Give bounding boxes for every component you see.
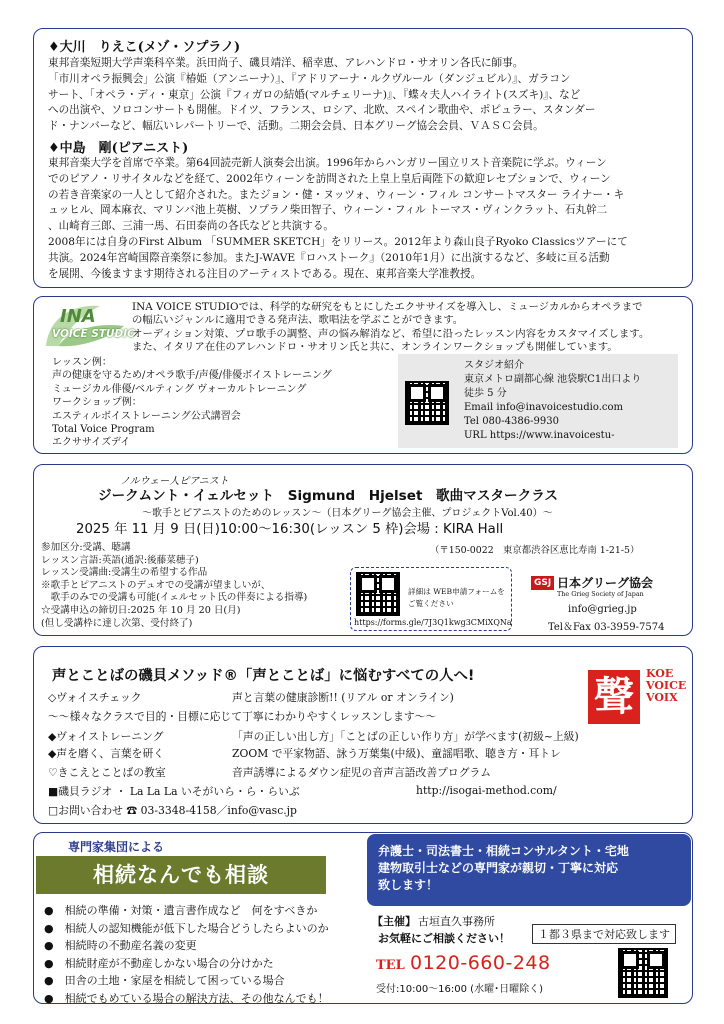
voice-logo-word: KOE [646,667,674,680]
list-item: ● 相続財産が不動産しかない場合の分けかた [44,956,274,970]
ina-intro-line: INA VOICE STUDIOでは、科学的な研究をもとにしたエクササイズを導入し、ミュージカルからオペラまで [132,301,643,313]
voice-row4-right: ZOOM で平家物語、詠う万葉集(中級)、童謡唱歌、聴き方・耳トレ [232,747,561,760]
voice-row2: ～～様々なクラスで目的・目標に応じて丁寧にわかりやすくレッスンします～～ [48,710,437,723]
list-item-text: 相続人の認知機能が低下した場合どうしたらよいのか [64,921,329,935]
souzoku-qr-code[interactable] [618,948,668,998]
list-item-text: 相続財産が不動産しかない場合の分けかた [64,956,274,970]
masterclass-title: ジークムント・イェルセット Sigmund Hjelset 歌曲マスタークラス [98,488,558,504]
souzoku-hours: 受付:10:00～16:00 (水曜･日曜除く) [376,984,543,995]
voice-logo-word: VOICE [646,679,687,692]
masterclass-detail: レッスン受講曲:受講生の希望する作品 [41,567,208,579]
list-item: ● 相続時の不動産名義の変更 [44,939,197,952]
voice-row5-right: 音声誘導によるダウン症児の音声言語改善プログラム [232,766,492,779]
bio2-line: 東邦音楽大学を首席で卒業。第64回読売新人演奏会出演。1996年からハンガリー国立リスト音楽院に学ぶ。ウィーン [48,157,607,169]
masterclass-qr-code[interactable] [356,572,400,616]
masterclass-detail: ☆受講申込の締切日:2025 年 10 月 20 日(月) [41,604,241,616]
ina-studio-info [464,359,641,443]
voice-row1-left: ◇ヴォイスチェック [48,691,142,704]
gsj-badge: GSJ [531,576,554,590]
ina-lessons [52,356,332,450]
masterclass-subtitle: ノルウェー人ピアニスト [120,476,229,487]
grieg-society-name: 日本グリーグ協会 [557,576,654,590]
voice-row3-left: ◆ヴォイストレーニング [48,730,164,743]
list-item: ● 相続でもめている場合の解決方法、その他なんでも！ [44,991,329,1005]
bio1-line: 東邦音楽短期大学声楽科卒業。浜田尚子、磯貝靖洋、稲幸恵、アレハンドロ・サオリン各氏に師事。 [48,57,524,69]
bio2-line: ュッヒル、岡本麻衣、マリンバ池上英樹、ソプラノ柴田智子、ウィーン・フィル トーマス・ヴィンクラット、石丸幹二 [48,204,608,217]
ina-lesson-line: ワークショップ例： [52,397,142,409]
masterclass-detail: (但し受講枠に達し次第、受付終了) [41,617,193,629]
ina-studio-line: 東京メトロ副都心線 池袋駅C1出口より [464,374,642,385]
ina-logo [40,300,137,352]
bio1-heading: ♦大川 りえこ(メゾ・ソプラノ) [48,40,241,55]
masterclass-detail: 歌手のみでの受講も可能(イェルセット氏の伴奏による指導) [41,592,308,604]
souzoku-blue-line: 建物取引士などの専門家が親切・丁寧に対応 [378,861,619,875]
souzoku-tel[interactable]: 0120-660-248 [410,952,551,974]
masterclass-detail: レッスン言語:英語(通訳:後藤菜穂子) [41,554,199,566]
bio2-line: 共演。2024年宮崎国際音楽祭に参加。またJ-WAVE『ロハストーク』（2010年1月）に出演するなど、多岐に亘る活動 [48,251,610,264]
masterclass-address: （〒150-0022 東京都渋谷区恵比寿南 1-21-5） [430,545,640,556]
bio2-text [48,156,628,282]
ina-intro [132,301,649,355]
ina-intro-line: オーディション対策、プロ歌手の調整、声の悩み解消など、希望に沿ったレッスン内容をカスタマイズします。 [132,327,650,340]
souzoku-host-name: 古垣直久事務所 [418,915,495,928]
grieg-society-en: The Grieg Society of Japan [557,590,644,598]
ina-logo-bottom: VOICE STUDIO [52,328,137,340]
souzoku-host-label: 【主催】 [372,915,416,928]
ina-lesson-line: Total Voice Program [52,424,155,436]
ina-intro-line: また、イタリア在住のアレハンドロ・サオリン氏と共に、オンラインワークショップも開催しています。 [132,341,618,354]
masterclass-detail: 参加区分:受講、聴講 [41,542,131,553]
souzoku-tel-prefix: TEL [376,958,405,973]
ina-qr-code[interactable] [405,381,449,425]
masterclass-details [41,542,307,630]
masterclass-qr-note1: 詳細は WEB申請フォームを [408,587,505,596]
list-item: ● 相続人の認知機能が低下した場合どうしたらよいのか [44,921,329,935]
bio1-line: 「市川オペラ振興会」公演『椿姫（アンニーナ）』、『アドリアーナ・ルクヴルール（ダンジュビル）』、ガラコン [48,72,571,85]
masterclass-series: ～歌手とピアニストのためのレッスン～（日本グリーグ協会主催、プロジェクトVol.40）～ [142,508,553,519]
bio1-text [48,56,595,135]
list-item: ● 田舎の土地・家屋を相続して困っている場合 [44,974,285,987]
ina-email[interactable]: Email info@inavoicestudio.com [464,402,623,413]
bio2-line: でのピアノ・リサイタルなどを経て、2002年ウィーンを訪問された上皇上皇后両陛下の歓迎レセプションで、ウィーン [48,172,611,185]
bio2-heading: ♦中島 剛(ピアニスト) [48,141,189,156]
bio1-line: サート、「オペラ・ディ・東京」公演『フィガロの結婚(マルチェリーナ)』、『蝶々夫人ハイライト(スズキ)』、など [48,88,581,101]
souzoku-label: 専門家集団による [68,840,165,854]
list-item-text: 相続でもめている場合の解決方法、その他なんでも！ [64,991,329,1005]
masterclass-form-url[interactable]: https://forms.gle/7J3Q1kwg3CMiXQNa [354,618,512,627]
ina-studio-line: スタジオ紹介 [464,360,524,371]
voice-website[interactable]: http://isogai-method.com/ [416,784,557,797]
voice-row4-left: ◆声を磨く、言葉を研く [48,747,165,760]
ina-intro-line: の幅広いジャンルに適用できる発声法、歌唱法を学ぶことができます。 [132,314,464,327]
souzoku-call: お気軽にご相談ください！ [378,932,510,945]
souzoku-blue-line: 弁護士・司法書士・相続コンサルタント・宅地 [378,844,629,858]
bio2-line: 、山崎育三郎、三浦一馬、石田泰尚の各氏などと共演する。 [48,220,335,233]
list-item-text: 相続の準備・対策・遺言書作成など 何をすべきか [64,904,318,917]
masterclass-detail: ※歌手とピアニストのデュオでの受講が望ましいが、 [41,579,271,591]
grieg-email[interactable]: info@grieg.jp [568,604,637,615]
ina-logo-top: INA [60,306,96,327]
list-item-text: 相続時の不動産名義の変更 [64,939,197,952]
voice-row1-right: 声と言葉の健康診断!! (リアル or オンライン) [232,691,454,704]
souzoku-list [44,902,329,1007]
bio1-line: への出演や、ソロコンサートも開催。ドイツ、フランス、ロシア、北欧、スペイン歌曲や、ポピュラー、スタンダー [48,104,596,117]
voice-row6-left: ■磯貝ラジオ ・ La La La いそがいら・ら・らいぶ [48,785,300,798]
souzoku-blue-line: 致します！ [378,878,439,892]
masterclass-qr-note2: ご覧ください [408,599,454,608]
ina-lesson-line: 声の健康を守るため/オペラ歌手/声優/俳優ボイストレーニング [52,370,332,382]
bio2-line: の若き音楽家の一人として紹介された。またジョン・健・ヌッツォ、ウィーン・フィル コンサートマスター ライナー・キ [48,188,625,201]
bio1-line: ド・ナンバーなど、幅広いレパートリーで、活動。二期会会員、日本グリーグ協会会員、ＶＡＳＣ会員。 [48,120,544,133]
ina-lesson-line: エクササイズデイ [52,437,131,449]
list-item: ● 相続の準備・対策・遺言書作成など 何をすべきか [44,904,318,917]
voice-logo-word: VOIX [646,691,678,704]
voice-row5-left: ♡きこえとことばの教室 [48,766,166,779]
ina-tel[interactable]: Tel 080-4386-9930 [464,416,559,427]
ina-studio-line: 徒歩 5 分 [464,388,507,399]
souzoku-area: １都３県まで対応致します [532,924,676,944]
souzoku-banner: 相続なんでも相談 [36,856,326,894]
ina-lesson-line: エスティルボイストレーニング公式講習会 [52,410,241,422]
ina-lesson-line: ミュージカル俳優/ベルティング ヴォーカルトレーニング [52,383,307,395]
voice-title: 声とことばの磯貝メソッド®「声とことば」に悩むすべての人へ! [52,668,475,684]
bio2-line: 2008年には自身のFirst Album 「SUMMER SKETCH」をリリース。2012年より森山良子Ryoko Classicsツアーにて [48,235,628,248]
voice-row3-right: 「声の正しい出し方」「ことばの正しい作り方」が学べます(初級~上級) [232,730,579,743]
ina-url[interactable]: URL https://www.inavoicestu- [464,430,615,441]
souzoku-blue-text [378,843,629,894]
bio2-line: を展開、今後ますます期待される注目のアーティストである。現在、東邦音楽大学准教授。 [48,267,482,280]
masterclass-date: 2025 年 11 月 9 日(日)10:00～16:30(レッスン 5 枠)会場 : KIRA Hall [76,522,504,537]
list-item-text: 田舎の土地・家屋を相続して困っている場合 [64,974,285,987]
voice-logo-words [646,668,686,704]
voice-logo-kanji: 聲 [588,670,640,724]
grieg-tel: Tel＆Fax 03-3959-7574 [548,622,665,633]
ina-lesson-line: レッスン例： [52,357,112,368]
voice-contact: □お問い合わせ ☎ 03-3348-4158／info@vasc.jp [48,804,297,817]
